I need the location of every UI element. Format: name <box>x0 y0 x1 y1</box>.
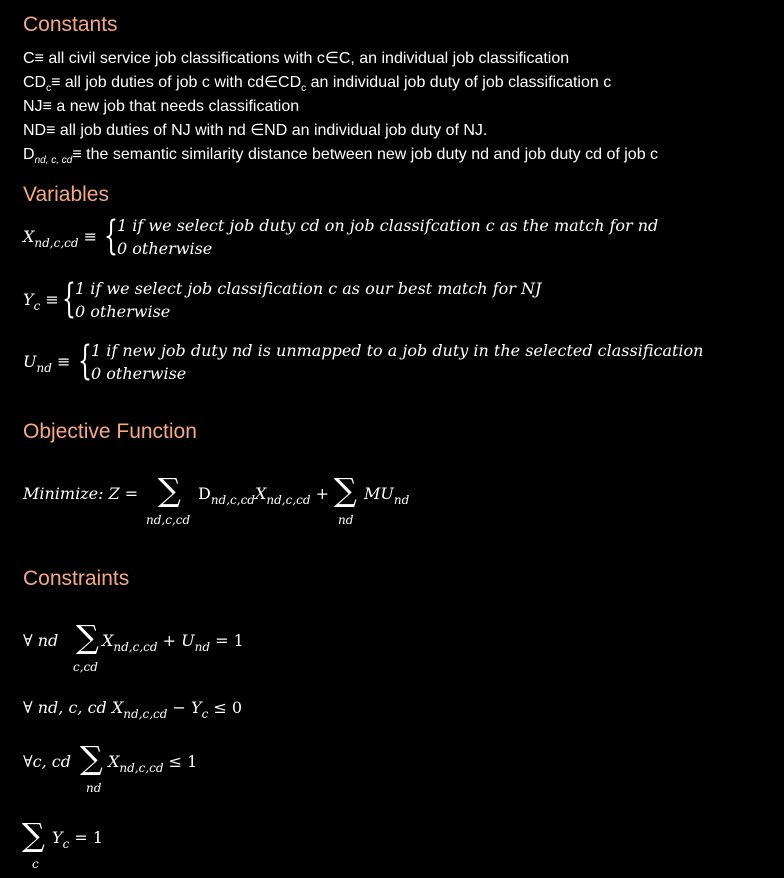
u-case-1: 1 if new job duty nd is unmapped to a job duty in the selected classification <box>91 341 704 360</box>
constraint-3-sum: ∑ <box>80 739 103 777</box>
u-case-2: 0 otherwise <box>91 364 187 383</box>
u-variable-lhs: $U_{nd}$ ≡ <box>23 352 71 375</box>
constraint-3-sum-index: nd <box>86 781 102 795</box>
y-case-1: 1 if we select job classification c as our best match for NJ <box>75 279 542 298</box>
constraint-1-sum: ∑ <box>76 618 99 656</box>
u-case-brace: { <box>78 338 92 384</box>
y-variable-lhs: $Y_c$ ≡ <box>23 290 59 313</box>
variables-heading: Variables <box>23 183 109 206</box>
constant-line-nj: NJ≡ a new job that needs classification <box>23 98 300 115</box>
objective-term-1: $D_{nd,c,cd}X_{nd,c,cd}$ + <box>198 484 330 507</box>
constraint-1-quantifier: ∀ nd <box>23 631 59 650</box>
constraint-3-body: $X_{nd,c,cd} \le 1$ <box>108 752 198 775</box>
constant-line-c: C≡ all civil service job classifications with c∈C, an individual job classification <box>23 50 570 67</box>
y-case-brace: { <box>62 276 76 322</box>
constraint-2: ∀ nd, c, cd $X_{nd,c,cd} - Y_c \le 0$ <box>23 698 243 721</box>
objective-sum-1-index: nd,c,cd <box>146 513 191 527</box>
y-case-2: 0 otherwise <box>75 302 171 321</box>
constraint-3-quantifier: ∀c, cd <box>23 752 71 771</box>
constant-line-nd: ND≡ all job duties of NJ with nd ∈ND an individual job duty of NJ. <box>23 122 488 139</box>
constraint-1-body: $X_{nd,c,cd} + U_{nd} = 1$ <box>102 631 244 654</box>
constant-line-cd: $CD_c\equiv$ all job duties of job c with $cd\in CD_c$ an individual job duty of job classification c <box>23 74 612 95</box>
objective-term-2: $MU_{nd}$ <box>364 484 410 507</box>
objective-sum-2-index: nd <box>338 513 354 527</box>
constraint-4-sum: ∑ <box>22 816 45 854</box>
x-variable-lhs: $X_{nd,c,cd}$ ≡ <box>23 227 98 250</box>
objective-sum-2: ∑ <box>334 471 357 509</box>
constraint-4-body: $Y_c = 1$ <box>52 828 104 851</box>
objective-prefix: Minimize: Z = <box>23 484 139 503</box>
objective-heading: Objective Function <box>23 420 197 443</box>
constants-heading: Constants <box>23 13 118 36</box>
x-case-brace: { <box>104 213 118 259</box>
x-case-1: 1 if we select job duty cd on job classifcation c as the match for nd <box>117 216 659 235</box>
constant-line-d: $D_{nd, c, cd}\equiv$ the semantic similarity distance between new job duty nd and job duty cd of job c <box>23 146 659 167</box>
constraint-4-sum-index: c <box>32 857 39 871</box>
objective-sum-1: ∑ <box>158 471 181 509</box>
constraint-1-sum-index: c,cd <box>73 660 98 674</box>
x-case-2: 0 otherwise <box>117 239 213 258</box>
constraints-heading: Constraints <box>23 567 130 590</box>
